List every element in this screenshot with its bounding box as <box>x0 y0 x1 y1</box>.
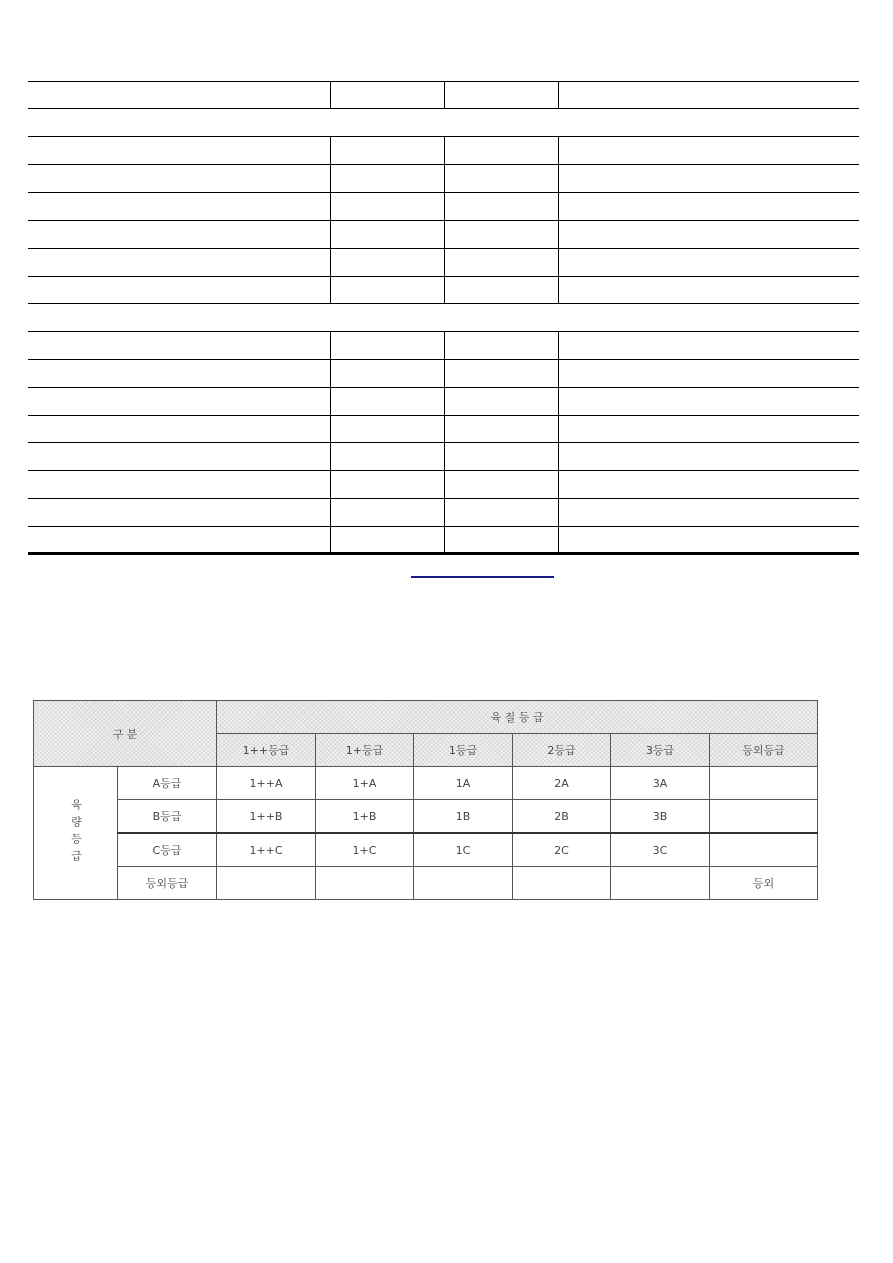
table-column-rule <box>444 331 445 553</box>
quality-grade-header: 등외등급 <box>710 734 818 767</box>
grade-cell: 1C <box>414 833 513 867</box>
quantity-grade-title: 육량등급 <box>34 767 118 900</box>
table-rule <box>28 108 859 109</box>
grade-cell <box>611 867 710 900</box>
grade-cell <box>710 833 818 867</box>
table-column-rule <box>444 81 445 108</box>
grade-cell: 2B <box>513 800 611 834</box>
grade-cell <box>710 800 818 834</box>
quantity-grade-label: A등급 <box>118 767 217 800</box>
grade-cell <box>513 867 611 900</box>
grade-matrix-table <box>33 700 818 900</box>
quality-grade-header-cell <box>217 701 818 734</box>
grade-cell: 1A <box>414 767 513 800</box>
link-underline[interactable] <box>411 576 554 578</box>
grade-cell: 2C <box>513 833 611 867</box>
quantity-grade-label: 등외등급 <box>118 867 217 900</box>
grade-cell <box>414 867 513 900</box>
grade-cell: 1++C <box>217 833 316 867</box>
header-row-1 <box>34 701 818 734</box>
grade-cell: 1B <box>414 800 513 834</box>
grade-cell: 3C <box>611 833 710 867</box>
table-column-rule <box>558 81 559 108</box>
grade-cell: 등외 <box>710 867 818 900</box>
grade-cell <box>217 867 316 900</box>
grade-cell: 1+A <box>316 767 414 800</box>
quality-grade-header: 1+등급 <box>316 734 414 767</box>
grade-cell: 1++A <box>217 767 316 800</box>
grade-cell <box>710 767 818 800</box>
table-row <box>34 800 818 834</box>
table-row <box>34 767 818 800</box>
grade-cell: 1++B <box>217 800 316 834</box>
quality-grade-header: 1++등급 <box>217 734 316 767</box>
table-column-rule <box>558 331 559 553</box>
quality-grade-header: 2등급 <box>513 734 611 767</box>
quantity-grade-label: B등급 <box>118 800 217 834</box>
grade-cell: 3B <box>611 800 710 834</box>
table-column-rule <box>330 81 331 108</box>
table-rule <box>28 303 859 304</box>
grade-cell <box>316 867 414 900</box>
table-row <box>34 833 818 867</box>
category-header: 구 분 <box>112 727 138 741</box>
table-column-rule <box>330 136 331 303</box>
category-header-cell <box>34 701 217 767</box>
quantity-grade-label: C등급 <box>118 833 217 867</box>
grade-cell: 1+B <box>316 800 414 834</box>
table-row <box>34 867 818 900</box>
grade-cell: 1+C <box>316 833 414 867</box>
table-column-rule <box>330 331 331 553</box>
table-column-rule <box>558 136 559 303</box>
quality-grade-title: 육 질 등 급 <box>490 711 544 724</box>
quality-grade-header: 3등급 <box>611 734 710 767</box>
grade-cell: 3A <box>611 767 710 800</box>
quality-grade-header: 1등급 <box>414 734 513 767</box>
table-column-rule <box>444 136 445 303</box>
ruled-table <box>28 81 859 555</box>
grade-cell: 2A <box>513 767 611 800</box>
